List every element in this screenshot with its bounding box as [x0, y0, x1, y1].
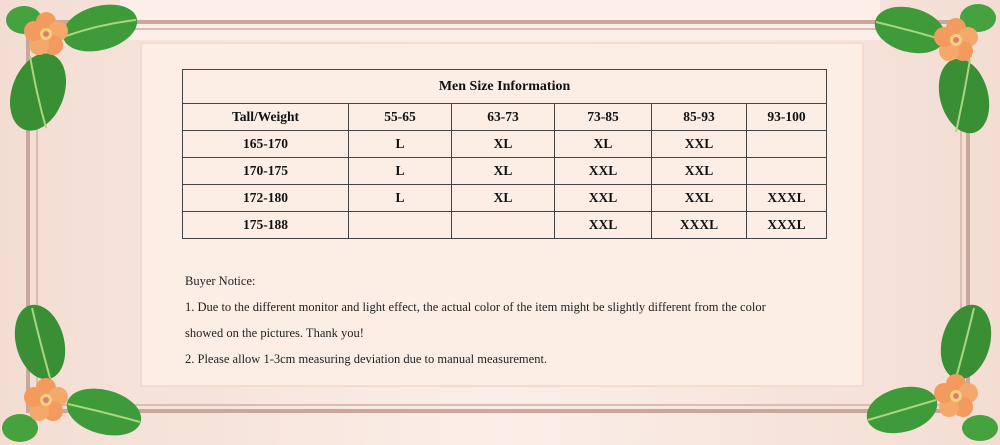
leaf-icon — [962, 415, 998, 441]
table-cell — [452, 212, 555, 239]
table-cell: XXL — [555, 212, 652, 239]
notice-heading: Buyer Notice: — [185, 274, 256, 288]
table-cell: L — [349, 131, 452, 158]
leaf-icon — [862, 379, 943, 440]
table-cell: XXL — [652, 185, 747, 212]
table-cell: 172-180 — [183, 185, 349, 212]
table-cell — [349, 212, 452, 239]
leaf-icon — [0, 46, 76, 139]
table-cell: 170-175 — [183, 158, 349, 185]
table-cell: L — [349, 185, 452, 212]
column-header: 63-73 — [452, 104, 555, 131]
table-cell: XXL — [652, 131, 747, 158]
table-row — [183, 131, 827, 158]
column-header: 55-65 — [349, 104, 452, 131]
notice-line: showed on the pictures. Thank you! — [185, 326, 364, 340]
table-row — [183, 158, 827, 185]
column-header: Tall/Weight — [183, 104, 349, 131]
size-table — [182, 69, 827, 239]
flower-icon — [24, 378, 68, 421]
table-cell: XXXL — [747, 212, 827, 239]
table-cell: XXL — [652, 158, 747, 185]
table-cell: L — [349, 158, 452, 185]
leaf-icon — [933, 300, 999, 385]
table-cell — [747, 158, 827, 185]
top-right-leaves-decoration — [860, 0, 1000, 140]
flower-icon — [934, 374, 978, 417]
table-title-row — [183, 70, 827, 104]
bottom-left-leaves-decoration — [0, 300, 150, 445]
column-header: 93-100 — [747, 104, 827, 131]
bottom-right-leaves-decoration — [860, 300, 1000, 445]
leaf-icon — [62, 381, 147, 443]
table-header-row — [183, 104, 827, 131]
table-cell: XXXL — [747, 185, 827, 212]
buyer-notice — [185, 268, 845, 372]
top-left-leaves-decoration — [0, 0, 150, 140]
table-cell: 165-170 — [183, 131, 349, 158]
table-cell: XL — [555, 131, 652, 158]
table-cell: XL — [452, 158, 555, 185]
table-row — [183, 212, 827, 239]
table-cell: XXL — [555, 158, 652, 185]
table-title: Men Size Information — [183, 70, 827, 104]
column-header: 85-93 — [652, 104, 747, 131]
table-cell: 175-188 — [183, 212, 349, 239]
column-header: 73-85 — [555, 104, 652, 131]
table-cell: XL — [452, 185, 555, 212]
notice-line: 2. Please allow 1-3cm measuring deviation due to manual measurement. — [185, 352, 548, 366]
table-cell — [747, 131, 827, 158]
table-cell: XXL — [555, 185, 652, 212]
leaf-icon — [931, 53, 997, 139]
leaf-icon — [7, 300, 73, 385]
table-row — [183, 185, 827, 212]
table-cell: XXXL — [652, 212, 747, 239]
leaf-icon — [58, 0, 143, 59]
notice-line: 1. Due to the different monitor and light effect, the actual color of the item might be slightly different from the color — [185, 300, 766, 314]
table-cell: XL — [452, 131, 555, 158]
